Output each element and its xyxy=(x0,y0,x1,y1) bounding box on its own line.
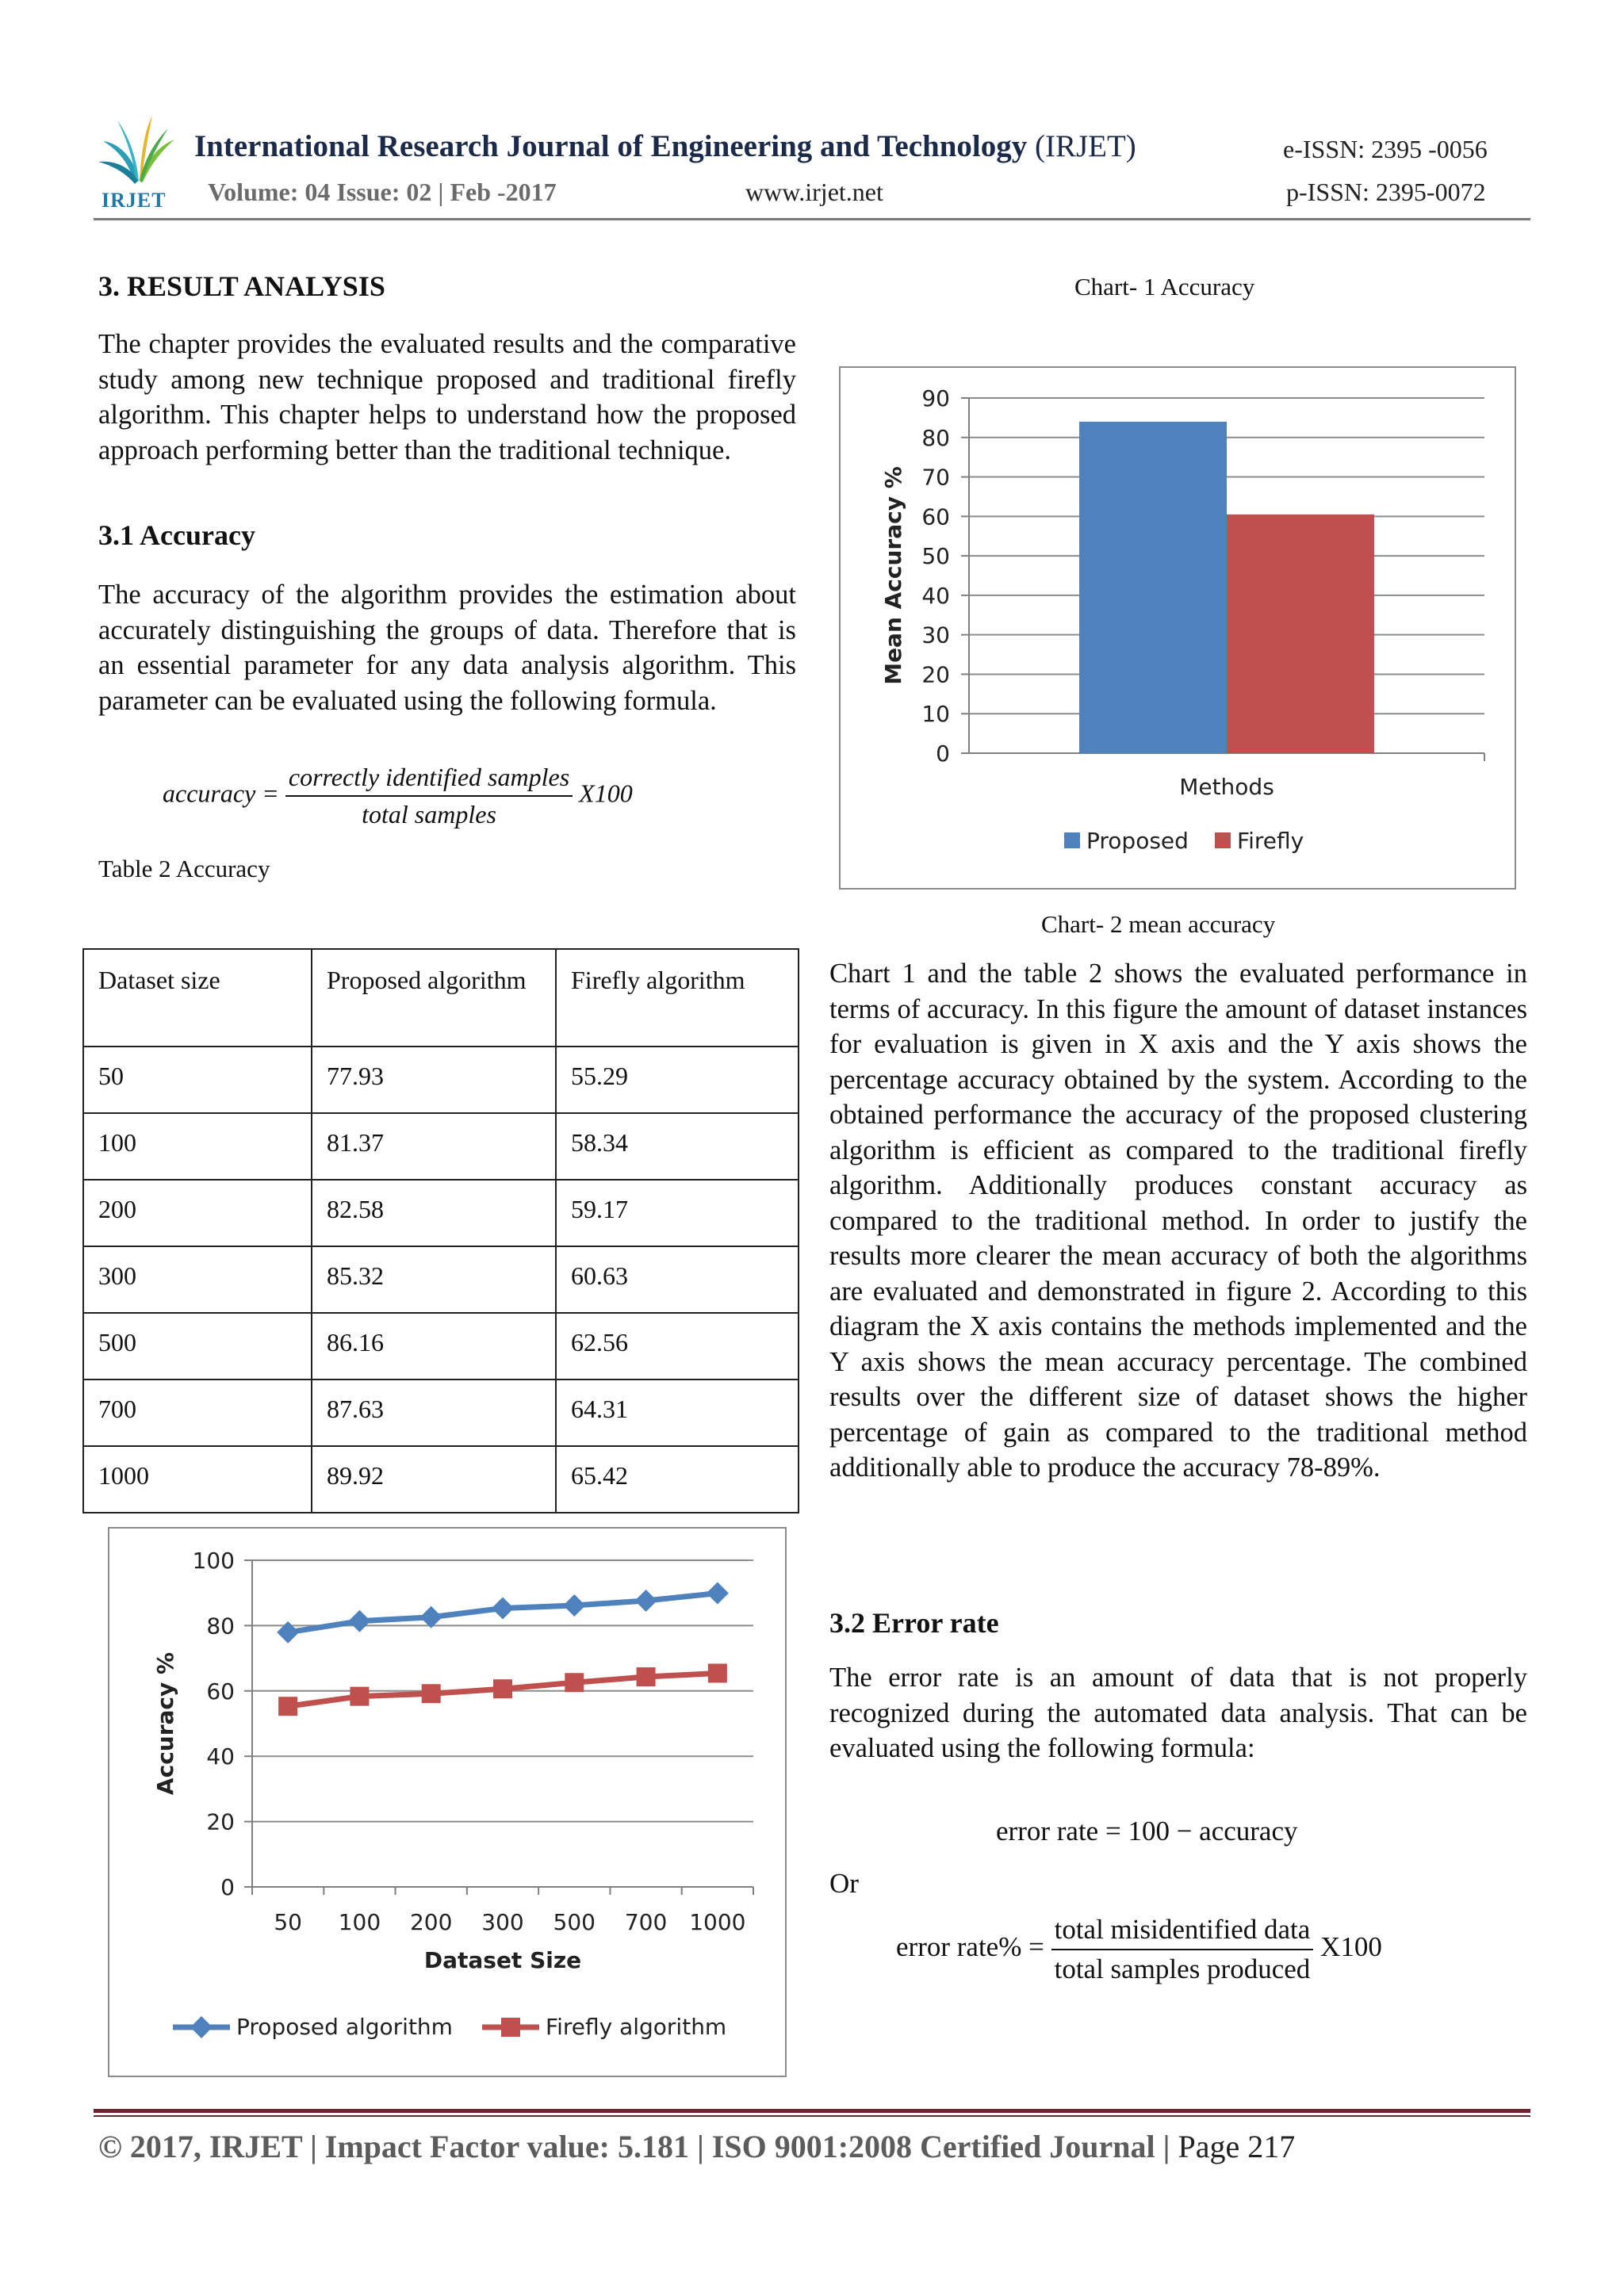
table-cell: 55.29 xyxy=(556,1047,799,1113)
table-row xyxy=(83,1446,799,1513)
bar-firefly xyxy=(1227,515,1374,753)
table-row xyxy=(83,1313,799,1380)
data-point-firefly xyxy=(350,1687,369,1706)
y-tick-label: 0 xyxy=(220,1874,235,1900)
error-rate-heading: 3.2 Error rate xyxy=(829,1607,999,1639)
accuracy-table xyxy=(82,948,799,1513)
table-cell: 77.93 xyxy=(312,1047,556,1113)
y-tick-label: 100 xyxy=(192,1548,235,1574)
x-tick-label: Methods xyxy=(1179,774,1274,800)
table-header-cell: Firefly algorithm xyxy=(556,949,799,1047)
footer xyxy=(98,2128,1295,2165)
table-caption: Table 2 Accuracy xyxy=(98,855,270,882)
table-cell: 86.16 xyxy=(312,1313,556,1380)
legend-label-proposed: Proposed algorithm xyxy=(236,2014,453,2040)
y-tick-label: 20 xyxy=(921,661,950,688)
p-issn: p-ISSN: 2395-0072 xyxy=(1286,178,1486,206)
table-cell: 59.17 xyxy=(556,1180,799,1246)
table-cell: 82.58 xyxy=(312,1180,556,1246)
x-tick-label: 50 xyxy=(274,1909,302,1935)
table-cell: 100 xyxy=(83,1113,312,1180)
accuracy-formula-lhs: accuracy = xyxy=(163,779,279,808)
e-issn: e-ISSN: 2395 -0056 xyxy=(1283,135,1488,163)
y-tick-label: 50 xyxy=(921,543,950,570)
error-rate-percent-formula xyxy=(896,1914,1382,1985)
legend-swatch-firefly xyxy=(1215,832,1231,848)
y-tick-label: 20 xyxy=(206,1808,235,1835)
footer-divider-thin xyxy=(94,2115,1530,2117)
table-cell: 62.56 xyxy=(556,1313,799,1380)
data-point-proposed xyxy=(348,1610,370,1632)
or-text: Or xyxy=(829,1868,859,1899)
data-point-firefly xyxy=(708,1663,727,1682)
data-point-proposed xyxy=(563,1594,585,1617)
y-tick-label: 10 xyxy=(921,701,950,728)
bar-chart-mean-accuracy xyxy=(839,366,1516,890)
journal-name: International Research Journal of Engineering and Technology xyxy=(194,129,1028,163)
discussion-text: Chart 1 and the table 2 shows the evaluated performance in terms of accuracy. In this figure the amount of dataset instances for evaluation is given in X axis and the Y axis shows the percentage accuracy obtained by the system. According to the obtained performance the accuracy of the proposed clustering algorithm is efficient as compared to the traditional firefly algorithm. Additionally produces constant accuracy as compared to the traditional method. In order to justify the results more clearer the mean accuracy of both the algorithms are evaluated and demonstrated in figure 2. According to this diagram the X axis contains the methods implemented and the Y axis shows the mean accuracy percentage. The combined results over the different size of dataset shows the higher percentage of gain as compared to the traditional method additionally able to produce the accuracy 78-89%. xyxy=(829,959,1527,1483)
y-tick-label: 40 xyxy=(921,582,950,609)
y-tick-label: 60 xyxy=(921,503,950,530)
y-tick-label: 60 xyxy=(206,1678,235,1705)
table-cell: 500 xyxy=(83,1313,312,1380)
section-heading: 3. RESULT ANALYSIS xyxy=(98,270,385,302)
y-tick-label: 80 xyxy=(921,424,950,451)
table-header-cell: Dataset size xyxy=(83,949,312,1047)
table-row xyxy=(83,1113,799,1180)
legend-label-firefly: Firefly algorithm xyxy=(546,2014,727,2040)
line-chart-svg xyxy=(109,1529,785,2076)
error-rate-formula: error rate = 100 − accuracy xyxy=(996,1816,1298,1846)
accuracy-formula-rhs: X100 xyxy=(579,779,633,808)
data-point-firefly xyxy=(278,1697,297,1716)
legend-label-proposed: Proposed xyxy=(1086,828,1189,854)
footer-text: © 2017, IRJET | Impact Factor value: 5.181 | ISO 9001:2008 Certified Journal | xyxy=(98,2129,1170,2164)
table-cell: 200 xyxy=(83,1180,312,1246)
table-cell: 85.32 xyxy=(312,1246,556,1313)
accuracy-formula-numerator: correctly identified samples xyxy=(285,763,573,797)
table-cell: 81.37 xyxy=(312,1113,556,1180)
x-tick-label: 700 xyxy=(624,1909,668,1935)
x-tick-label: 300 xyxy=(481,1909,524,1935)
error-formula-fraction xyxy=(1051,1914,1314,1985)
y-tick-label: 80 xyxy=(206,1613,235,1640)
x-tick-label: 500 xyxy=(553,1909,596,1935)
table-row xyxy=(83,1180,799,1246)
x-axis-label: Dataset Size xyxy=(423,1947,582,1973)
table-cell: 65.42 xyxy=(556,1446,799,1513)
data-point-proposed xyxy=(635,1590,657,1612)
table-cell: 87.63 xyxy=(312,1380,556,1446)
table-cell: 58.34 xyxy=(556,1113,799,1180)
bar-proposed xyxy=(1079,422,1227,753)
accuracy-heading: 3.1 Accuracy xyxy=(98,519,255,551)
error-formula-denominator: total samples produced xyxy=(1054,1954,1311,1984)
table-cell: 64.31 xyxy=(556,1380,799,1446)
y-tick-label: 0 xyxy=(936,740,950,767)
journal-abbreviation: (IRJET) xyxy=(1034,129,1136,163)
legend-marker-proposed xyxy=(190,2016,213,2038)
y-axis-label: Accuracy % xyxy=(152,1651,178,1796)
page-number: Page 217 xyxy=(1178,2129,1296,2164)
legend-label-firefly: Firefly xyxy=(1237,828,1304,854)
line-chart-accuracy xyxy=(108,1527,787,2077)
y-tick-label: 90 xyxy=(921,385,950,411)
table-cell: 700 xyxy=(83,1380,312,1446)
error-formula-numerator: total misidentified data xyxy=(1051,1914,1314,1950)
error-formula-rhs: X100 xyxy=(1320,1931,1382,1963)
chart1-caption: Chart- 1 Accuracy xyxy=(1074,273,1255,300)
table-cell: 300 xyxy=(83,1246,312,1313)
journal-title xyxy=(194,128,1136,164)
y-tick-label: 30 xyxy=(921,622,950,649)
x-tick-label: 200 xyxy=(409,1909,453,1935)
table-cell: 89.92 xyxy=(312,1446,556,1513)
y-axis-label: Mean Accuracy % xyxy=(880,466,906,685)
legend-swatch-proposed xyxy=(1064,832,1080,848)
data-point-proposed xyxy=(707,1582,729,1605)
data-point-firefly xyxy=(422,1684,441,1703)
data-point-firefly xyxy=(493,1679,512,1698)
data-point-firefly xyxy=(637,1667,656,1686)
table-row xyxy=(83,1380,799,1446)
journal-url[interactable]: www.irjet.net xyxy=(745,178,883,206)
error-rate-text: The error rate is an amount of data that is not properly recognized during the automated data analysis. That can be evaluated using the following formula: xyxy=(829,1663,1527,1763)
table-cell: 60.63 xyxy=(556,1246,799,1313)
header-divider xyxy=(94,218,1530,220)
error-formula-lhs: error rate% = xyxy=(896,1931,1044,1963)
accuracy-text: The accuracy of the algorithm provides the estimation about accurately distinguishing the groups of data. Therefore that is an essential parameter for any data analysis algorithm. This parameter can be evaluated using the following formula. xyxy=(98,580,796,716)
accuracy-formula-fraction xyxy=(285,763,573,829)
x-tick-label: 1000 xyxy=(689,1909,746,1935)
chart2-caption: Chart- 2 mean accuracy xyxy=(1041,910,1276,938)
section-intro: The chapter provides the evaluated results and the comparative study among new technique proposed and traditional firefly algorithm. This chapter helps to understand how the proposed approach performing better than the traditional technique. xyxy=(98,329,796,465)
bar-chart-svg xyxy=(841,368,1515,888)
accuracy-formula xyxy=(163,763,633,829)
data-point-firefly xyxy=(565,1673,584,1692)
volume-issue: Volume: 04 Issue: 02 | Feb -2017 xyxy=(208,178,557,206)
legend-marker-firefly xyxy=(501,2018,520,2037)
accuracy-formula-denominator: total samples xyxy=(362,800,496,828)
y-tick-label: 70 xyxy=(921,464,950,491)
table-header-row xyxy=(83,949,799,1047)
irjet-logo xyxy=(95,111,182,214)
table-cell: 1000 xyxy=(83,1446,312,1513)
table-header-cell: Proposed algorithm xyxy=(312,949,556,1047)
table-row xyxy=(83,1047,799,1113)
x-tick-label: 100 xyxy=(338,1909,381,1935)
data-point-proposed xyxy=(492,1597,514,1619)
table-cell: 50 xyxy=(83,1047,312,1113)
y-tick-label: 40 xyxy=(206,1743,235,1770)
logo-text: IRJET xyxy=(102,189,167,212)
table-row xyxy=(83,1246,799,1313)
data-point-proposed xyxy=(277,1621,299,1644)
footer-divider xyxy=(94,2109,1530,2113)
